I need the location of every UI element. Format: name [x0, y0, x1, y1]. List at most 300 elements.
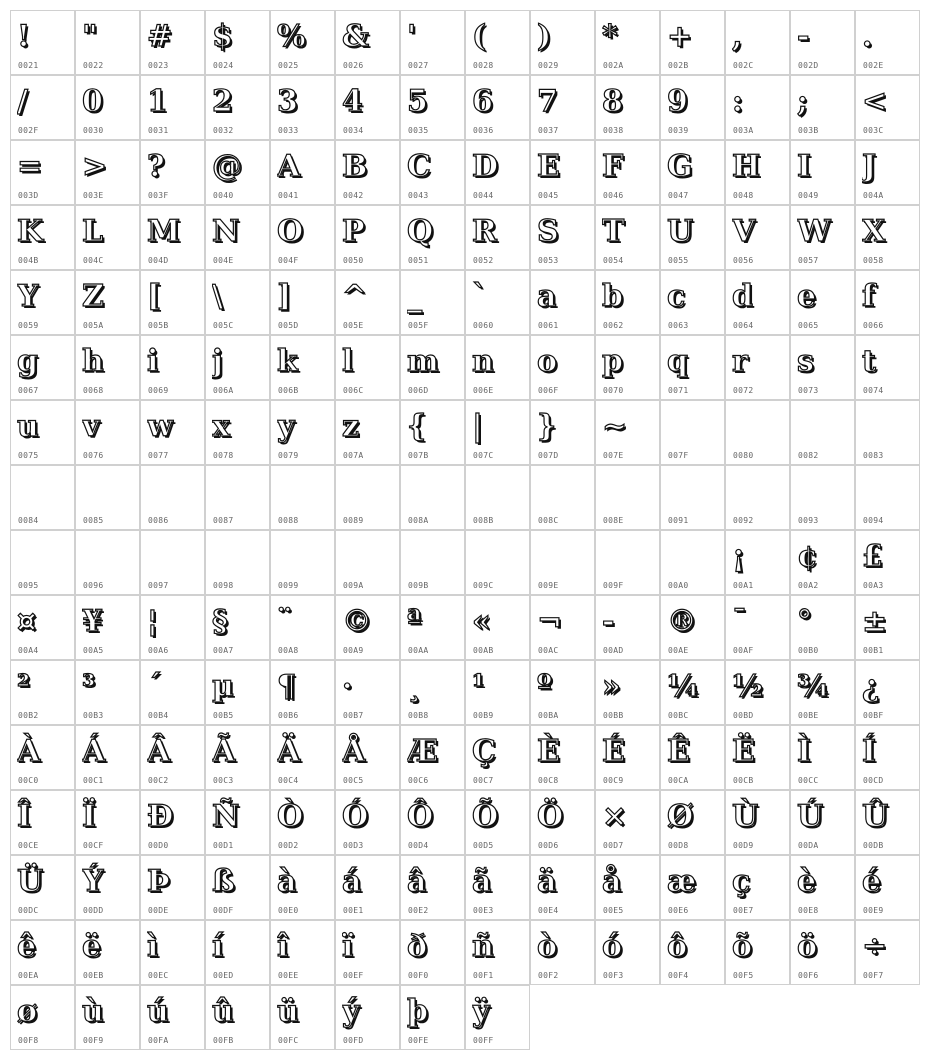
glyph-codepoint: 0038 — [603, 126, 624, 135]
glyph-cell — [595, 75, 660, 140]
glyph-codepoint: 0068 — [83, 386, 104, 395]
glyph-cell — [725, 75, 790, 140]
glyph-sample: â — [407, 864, 427, 899]
glyph-codepoint: 00E4 — [538, 906, 559, 915]
glyph-sample: K — [17, 214, 44, 249]
glyph-codepoint: 0040 — [213, 191, 234, 200]
glyph-cell — [725, 400, 790, 465]
glyph-cell — [660, 335, 725, 400]
glyph-sample: G — [667, 149, 693, 184]
glyph-cell — [140, 530, 205, 595]
glyph-cell — [75, 790, 140, 855]
glyph-cell — [270, 725, 335, 790]
glyph-codepoint: 005C — [213, 321, 234, 330]
glyph-codepoint: 0089 — [343, 516, 364, 525]
glyph-cell — [205, 465, 270, 530]
glyph-codepoint: 00C4 — [278, 776, 299, 785]
glyph-codepoint: 008C — [538, 516, 559, 525]
glyph-codepoint: 00D4 — [408, 841, 429, 850]
glyph-cell — [530, 725, 595, 790]
glyph-cell — [10, 660, 75, 725]
glyph-codepoint: 006D — [408, 386, 429, 395]
glyph-cell — [10, 920, 75, 985]
glyph-sample: A — [277, 149, 301, 184]
glyph-sample: { — [407, 409, 427, 444]
glyph-codepoint: 0037 — [538, 126, 559, 135]
glyph-sample: ¶ — [277, 669, 297, 704]
glyph-sample: ¸ — [407, 669, 422, 704]
glyph-cell — [790, 140, 855, 205]
glyph-cell — [660, 270, 725, 335]
glyph-sample: Ò — [277, 799, 304, 834]
glyph-sample: ¿ — [862, 669, 880, 704]
glyph-cell — [855, 530, 920, 595]
glyph-sample: * — [602, 19, 618, 54]
glyph-codepoint: 0029 — [538, 61, 559, 70]
glyph-sample — [82, 537, 138, 577]
glyph-cell — [790, 75, 855, 140]
glyph-codepoint: 0023 — [148, 61, 169, 70]
glyph-cell — [725, 335, 790, 400]
glyph-sample: : — [732, 84, 744, 119]
glyph-codepoint: 008A — [408, 516, 429, 525]
glyph-cell — [465, 530, 530, 595]
glyph-cell — [75, 660, 140, 725]
glyph-sample — [797, 472, 853, 512]
glyph-sample: } — [537, 409, 557, 444]
glyph-sample: U — [667, 214, 694, 249]
glyph-cell — [465, 335, 530, 400]
glyph-cell — [660, 75, 725, 140]
glyph-cell — [465, 725, 530, 790]
glyph-cell — [140, 660, 205, 725]
glyph-sample: v — [82, 409, 100, 444]
glyph-codepoint: 00FB — [213, 1036, 234, 1045]
glyph-cell — [530, 270, 595, 335]
glyph-sample: 1 — [147, 84, 168, 119]
glyph-sample: ! — [17, 19, 31, 54]
glyph-cell — [725, 725, 790, 790]
glyph-cell — [400, 10, 465, 75]
glyph-cell — [790, 660, 855, 725]
glyph-cell — [725, 140, 790, 205]
glyph-sample: ` — [472, 279, 487, 314]
glyph-sample: \ — [212, 279, 223, 314]
glyph-sample: ú — [147, 994, 169, 1029]
glyph-cell — [75, 465, 140, 530]
glyph-cell — [790, 10, 855, 75]
glyph-codepoint: 0052 — [473, 256, 494, 265]
glyph-cell — [270, 920, 335, 985]
glyph-sample: - — [602, 604, 615, 639]
glyph-codepoint: 0084 — [18, 516, 39, 525]
glyph-sample: E — [537, 149, 560, 184]
glyph-cell — [140, 400, 205, 465]
glyph-codepoint: 0039 — [668, 126, 689, 135]
glyph-codepoint: 00E6 — [668, 906, 689, 915]
glyph-codepoint: 00D8 — [668, 841, 689, 850]
glyph-codepoint: 00DE — [148, 906, 169, 915]
glyph-codepoint: 00F2 — [538, 971, 559, 980]
glyph-sample: b — [602, 279, 623, 314]
glyph-codepoint: 00FC — [278, 1036, 299, 1045]
glyph-sample: 2 — [212, 84, 233, 119]
glyph-codepoint: 00F7 — [863, 971, 884, 980]
glyph-sample: / — [17, 84, 28, 119]
glyph-sample: ì — [147, 929, 159, 964]
glyph-cell — [790, 790, 855, 855]
glyph-codepoint: 00AB — [473, 646, 494, 655]
glyph-codepoint: 0087 — [213, 516, 234, 525]
glyph-cell — [335, 205, 400, 270]
glyph-cell — [855, 790, 920, 855]
glyph-cell — [660, 660, 725, 725]
glyph-cell — [855, 855, 920, 920]
glyph-cell — [660, 530, 725, 595]
glyph-codepoint: 0049 — [798, 191, 819, 200]
glyph-cell — [205, 920, 270, 985]
glyph-cell — [75, 920, 140, 985]
glyph-codepoint: 00E2 — [408, 906, 429, 915]
glyph-cell — [75, 205, 140, 270]
glyph-codepoint: 0032 — [213, 126, 234, 135]
glyph-sample: ] — [277, 279, 292, 314]
glyph-codepoint: 00BE — [798, 711, 819, 720]
glyph-cell — [335, 530, 400, 595]
glyph-sample — [342, 537, 398, 577]
glyph-sample: j — [212, 344, 223, 379]
glyph-sample: N — [212, 214, 240, 249]
glyph-cell — [205, 725, 270, 790]
glyph-codepoint: 0030 — [83, 126, 104, 135]
glyph-sample: _ — [407, 279, 422, 314]
glyph-sample: y — [277, 409, 295, 444]
glyph-sample: ' — [407, 19, 417, 54]
glyph-codepoint: 00C1 — [83, 776, 104, 785]
glyph-sample — [862, 472, 918, 512]
glyph-cell — [400, 985, 465, 1050]
glyph-sample: ¬ — [537, 604, 563, 639]
glyph-cell — [400, 465, 465, 530]
glyph-sample: Ú — [797, 799, 824, 834]
glyph-sample — [667, 537, 723, 577]
glyph-sample: Þ — [147, 864, 170, 899]
glyph-sample: è — [797, 864, 817, 899]
glyph-codepoint: 0079 — [278, 451, 299, 460]
glyph-sample: , — [732, 19, 743, 54]
glyph-cell — [530, 595, 595, 660]
glyph-sample: ³ — [82, 669, 96, 704]
glyph-codepoint: 005E — [343, 321, 364, 330]
glyph-sample: i — [147, 344, 159, 379]
glyph-cell — [335, 10, 400, 75]
glyph-sample — [407, 537, 463, 577]
glyph-codepoint: 00C3 — [213, 776, 234, 785]
glyph-codepoint: 0099 — [278, 581, 299, 590]
glyph-sample: ß — [212, 864, 235, 899]
glyph-cell — [725, 595, 790, 660]
glyph-sample: ã — [472, 864, 492, 899]
glyph-sample: Ó — [342, 799, 369, 834]
glyph-sample: » — [602, 669, 621, 704]
glyph-sample: a — [537, 279, 557, 314]
glyph-sample: P — [342, 214, 365, 249]
glyph-cell — [465, 790, 530, 855]
glyph-codepoint: 00A8 — [278, 646, 299, 655]
glyph-sample: ü — [277, 994, 299, 1029]
glyph-cell — [75, 855, 140, 920]
glyph-codepoint: 00E0 — [278, 906, 299, 915]
glyph-codepoint: 0058 — [863, 256, 884, 265]
glyph-sample: 8 — [602, 84, 623, 119]
glyph-cell — [400, 140, 465, 205]
glyph-codepoint: 00EF — [343, 971, 364, 980]
glyph-codepoint: 004B — [18, 256, 39, 265]
glyph-cell — [75, 75, 140, 140]
glyph-cell — [595, 10, 660, 75]
glyph-codepoint: 0085 — [83, 516, 104, 525]
glyph-cell — [270, 140, 335, 205]
glyph-cell — [465, 985, 530, 1050]
glyph-codepoint: 00BC — [668, 711, 689, 720]
glyph-codepoint: 0055 — [668, 256, 689, 265]
glyph-sample: u — [17, 409, 39, 444]
glyph-sample: Õ — [472, 799, 499, 834]
glyph-codepoint: 0051 — [408, 256, 429, 265]
glyph-cell — [335, 725, 400, 790]
glyph-sample: Y — [17, 279, 39, 314]
glyph-codepoint: 0095 — [18, 581, 39, 590]
glyph-cell — [465, 140, 530, 205]
glyph-cell — [790, 855, 855, 920]
glyph-cell — [10, 790, 75, 855]
glyph-sample: ÿ — [472, 994, 490, 1029]
glyph-codepoint: 00EC — [148, 971, 169, 980]
glyph-sample: d — [732, 279, 753, 314]
glyph-codepoint: 0022 — [83, 61, 104, 70]
glyph-cell — [270, 270, 335, 335]
glyph-cell — [790, 595, 855, 660]
glyph-cell — [205, 140, 270, 205]
glyph-codepoint: 003F — [148, 191, 169, 200]
glyph-codepoint: 00B3 — [83, 711, 104, 720]
glyph-codepoint: 0046 — [603, 191, 624, 200]
glyph-sample: I — [797, 149, 812, 184]
glyph-cell — [530, 855, 595, 920]
glyph-codepoint: 00E7 — [733, 906, 754, 915]
glyph-codepoint: 007A — [343, 451, 364, 460]
glyph-codepoint: 0097 — [148, 581, 169, 590]
glyph-cell — [270, 595, 335, 660]
glyph-codepoint: 0082 — [798, 451, 819, 460]
glyph-sample: B — [342, 149, 368, 184]
glyph-codepoint: 00A1 — [733, 581, 754, 590]
glyph-codepoint: 005D — [278, 321, 299, 330]
glyph-sample: 5 — [407, 84, 428, 119]
glyph-cell — [10, 595, 75, 660]
glyph-cell — [140, 75, 205, 140]
glyph-cell — [530, 920, 595, 985]
glyph-codepoint: 00EB — [83, 971, 104, 980]
glyph-cell — [140, 790, 205, 855]
glyph-codepoint: 0070 — [603, 386, 624, 395]
glyph-cell — [75, 725, 140, 790]
glyph-sample: r — [732, 344, 748, 379]
glyph-codepoint: 003A — [733, 126, 754, 135]
glyph-sample: ä — [537, 864, 557, 899]
glyph-sample: Ñ — [212, 799, 240, 834]
glyph-cell — [75, 400, 140, 465]
glyph-cell — [660, 790, 725, 855]
glyph-cell — [595, 855, 660, 920]
glyph-codepoint: 00EE — [278, 971, 299, 980]
glyph-codepoint: 007C — [473, 451, 494, 460]
glyph-cell — [140, 595, 205, 660]
glyph-cell — [465, 855, 530, 920]
glyph-cell — [595, 205, 660, 270]
glyph-sample: Q — [407, 214, 434, 249]
glyph-codepoint: 002C — [733, 61, 754, 70]
glyph-sample: ö — [797, 929, 818, 964]
glyph-codepoint: 00B5 — [213, 711, 234, 720]
glyph-sample: " — [82, 19, 98, 54]
glyph-sample — [732, 472, 788, 512]
glyph-cell — [660, 205, 725, 270]
glyph-codepoint: 00E3 — [473, 906, 494, 915]
glyph-sample: é — [862, 864, 882, 899]
glyph-codepoint: 0065 — [798, 321, 819, 330]
glyph-codepoint: 00AF — [733, 646, 754, 655]
glyph-codepoint: 004F — [278, 256, 299, 265]
glyph-sample: ô — [667, 929, 688, 964]
glyph-sample: Ê — [667, 734, 690, 769]
glyph-codepoint: 0066 — [863, 321, 884, 330]
glyph-cell — [855, 725, 920, 790]
glyph-cell — [400, 400, 465, 465]
glyph-sample: Â — [147, 734, 171, 769]
glyph-codepoint: 00A7 — [213, 646, 234, 655]
glyph-cell — [10, 140, 75, 205]
glyph-codepoint: 007B — [408, 451, 429, 460]
glyph-sample: Ð — [147, 799, 174, 834]
glyph-sample — [602, 472, 658, 512]
glyph-cell — [335, 660, 400, 725]
glyph-cell — [530, 530, 595, 595]
glyph-codepoint: 009E — [538, 581, 559, 590]
glyph-codepoint: 008E — [603, 516, 624, 525]
glyph-codepoint: 009A — [343, 581, 364, 590]
glyph-cell — [140, 335, 205, 400]
glyph-cell — [335, 920, 400, 985]
glyph-codepoint: 002E — [863, 61, 884, 70]
glyph-cell — [660, 920, 725, 985]
glyph-codepoint: 00C2 — [148, 776, 169, 785]
glyph-codepoint: 00D7 — [603, 841, 624, 850]
glyph-codepoint: 00A6 — [148, 646, 169, 655]
glyph-sample: - — [797, 19, 810, 54]
glyph-sample: m — [407, 344, 439, 379]
glyph-codepoint: 00AC — [538, 646, 559, 655]
glyph-cell — [595, 140, 660, 205]
glyph-codepoint: 00B2 — [18, 711, 39, 720]
glyph-cell — [270, 790, 335, 855]
glyph-cell — [10, 855, 75, 920]
glyph-sample: Å — [342, 734, 366, 769]
glyph-codepoint: 0053 — [538, 256, 559, 265]
glyph-codepoint: 00F1 — [473, 971, 494, 980]
glyph-cell — [465, 920, 530, 985]
glyph-cell — [465, 660, 530, 725]
glyph-cell — [10, 205, 75, 270]
glyph-cell — [205, 530, 270, 595]
glyph-cell — [530, 140, 595, 205]
glyph-sample: $ — [212, 19, 233, 54]
glyph-codepoint: 006B — [278, 386, 299, 395]
glyph-sample: ½ — [732, 669, 764, 704]
glyph-sample: þ — [407, 994, 428, 1029]
glyph-codepoint: 003C — [863, 126, 884, 135]
glyph-sample: W — [797, 214, 831, 249]
glyph-cell — [595, 335, 660, 400]
glyph-codepoint: 00DF — [213, 906, 234, 915]
glyph-cell — [660, 400, 725, 465]
glyph-sample — [342, 472, 398, 512]
glyph-codepoint: 006F — [538, 386, 559, 395]
glyph-sample: Í — [862, 734, 877, 769]
glyph-sample: Ã — [212, 734, 236, 769]
glyph-cell — [205, 790, 270, 855]
glyph-codepoint: 002A — [603, 61, 624, 70]
glyph-codepoint: 00D1 — [213, 841, 234, 850]
glyph-sample: · — [342, 669, 353, 704]
glyph-codepoint: 00DA — [798, 841, 819, 850]
glyph-sample: ( — [472, 19, 487, 54]
glyph-codepoint: 00CE — [18, 841, 39, 850]
glyph-sample: % — [277, 19, 306, 54]
glyph-cell — [205, 855, 270, 920]
glyph-sample: > — [82, 149, 108, 184]
glyph-sample: z — [342, 409, 360, 444]
glyph-codepoint: 006C — [343, 386, 364, 395]
glyph-cell — [725, 855, 790, 920]
glyph-cell — [205, 205, 270, 270]
glyph-sample: X — [862, 214, 886, 249]
glyph-cell — [725, 205, 790, 270]
glyph-codepoint: 0059 — [18, 321, 39, 330]
glyph-codepoint: 00CF — [83, 841, 104, 850]
glyph-codepoint: 00AE — [668, 646, 689, 655]
glyph-codepoint: 0098 — [213, 581, 234, 590]
glyph-cell — [530, 10, 595, 75]
glyph-sample: ¢ — [797, 539, 818, 574]
glyph-codepoint: 00B0 — [798, 646, 819, 655]
glyph-codepoint: 00D3 — [343, 841, 364, 850]
glyph-codepoint: 00A2 — [798, 581, 819, 590]
glyph-cell — [400, 270, 465, 335]
glyph-codepoint: 00A0 — [668, 581, 689, 590]
glyph-sample: § — [212, 604, 228, 639]
glyph-cell — [205, 985, 270, 1050]
glyph-codepoint: 00F6 — [798, 971, 819, 980]
glyph-codepoint: 00B7 — [343, 711, 364, 720]
glyph-sample: ¥ — [82, 604, 103, 639]
glyph-codepoint: 007F — [668, 451, 689, 460]
glyph-sample: å — [602, 864, 622, 899]
glyph-codepoint: 00D2 — [278, 841, 299, 850]
glyph-sample: Ö — [537, 799, 564, 834]
glyph-sample: À — [17, 734, 41, 769]
glyph-codepoint: 00B6 — [278, 711, 299, 720]
